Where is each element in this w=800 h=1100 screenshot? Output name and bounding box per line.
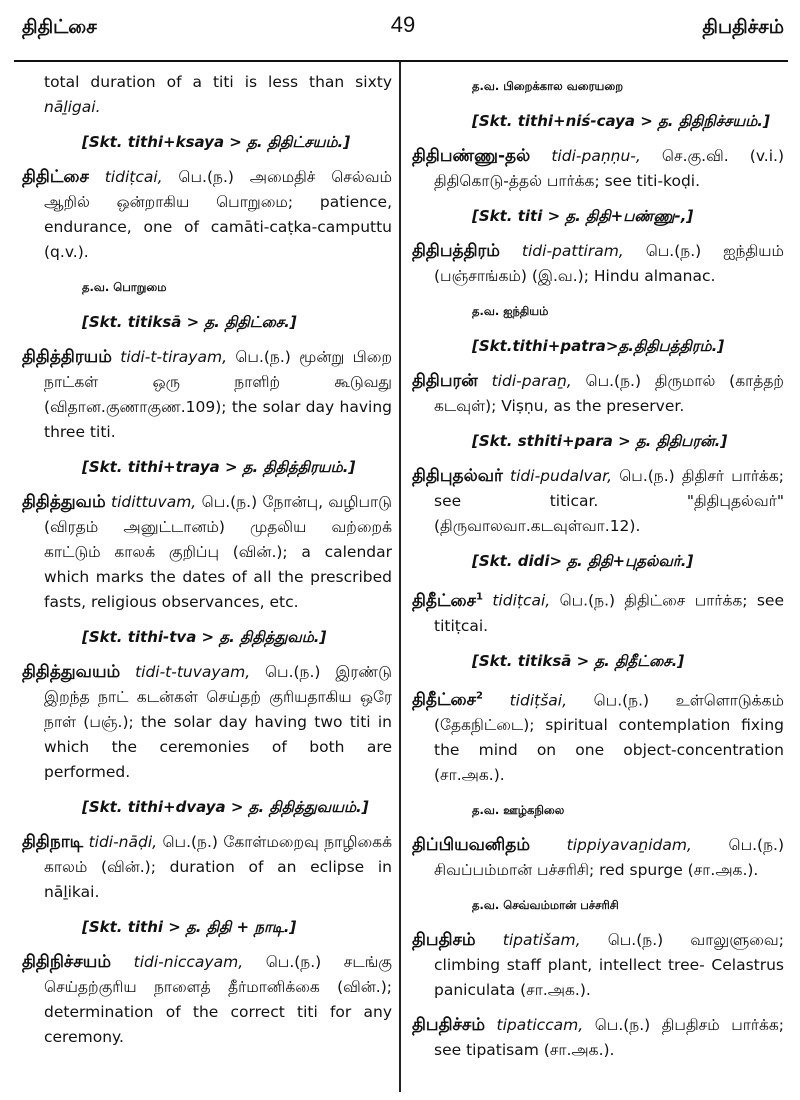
tamil-equivalent-tag: த.வ. ஊழ்கநிலை — [472, 803, 565, 818]
entry-headword: திதிபரன் — [412, 371, 478, 391]
entry-transliteration: tidiṭcai, — [104, 168, 163, 186]
entry-body: பெ.(ந.) திதிட்சை பார்க்க; see titiṭcai. — [434, 591, 784, 635]
entry-headword: திபதிசம் — [412, 930, 476, 951]
dictionary-entry — [22, 950, 392, 1050]
entry-transliteration: tidittuvam, — [111, 493, 197, 511]
entry-headword: திதிட்சை — [22, 167, 89, 187]
etymology-note: [Skt. sthiti+para > த. திதிபரன்.] — [472, 432, 728, 450]
entry-transliteration: tipaticcam, — [496, 1016, 584, 1035]
entry-headword: திப்பியவனிதம் — [412, 835, 531, 856]
dictionary-entry — [412, 928, 784, 1003]
etymology-note: [Skt. didi> த. திதி+புதல்வர்.] — [472, 552, 694, 570]
dictionary-entry — [412, 833, 784, 883]
entry-headword: திதிபத்திரம் — [412, 241, 500, 261]
entry-transliteration: tidi-nāḍi, — [88, 833, 158, 851]
page-number: 49 — [390, 12, 416, 37]
dictionary-entry — [412, 239, 784, 289]
entry-body: பெ.(ந.) திருமால் (காத்தற் கடவுள்); Viṣṇu, as the preserver. — [434, 372, 784, 415]
entry-body: பெ.(ந.) மூன்று பிறை நாட்கள் ஒரு நாளிற் கூடுவது (விதான.குணாகுண.109); the solar day having three titi. — [44, 348, 393, 441]
entry-continuation — [22, 70, 392, 120]
entry-body: பெ.(ந.) ஐந்தியம் (பஞ்சாங்கம்) (இ.வ.); Hindu almanac. — [434, 242, 784, 285]
etymology-note: [Skt. tithi+ksaya > த. திதிட்சயம்.] — [82, 133, 351, 151]
dictionary-entry — [412, 464, 784, 539]
etymology-note: [Skt. titiksā > த. திதீட்சை.] — [472, 651, 685, 670]
entry-headword: திதித்துவயம் — [22, 662, 121, 682]
entry-body: பெ.(ந.) அமைதிச் செல்வம் ஆறில் ஒன்றாகிய பொறுமை; patience, endurance, one of camāti-caṭka-camputtu (q.v.). — [44, 168, 393, 261]
entry-body: பெ.(ந.) இரண்டு இறந்த நாட் கடன்கள் செய்தற் குரியதாகிய ஒரே நாள் (பஞ்.); the solar day having two titi in which the ceremonies of both are performed. — [44, 663, 392, 781]
dictionary-entry — [22, 490, 392, 615]
dictionary-entry — [412, 584, 784, 639]
dictionary-entry — [22, 165, 392, 265]
entry-body: பெ.(ந.) நோன்பு, வழிபாடு (விரதம் அனுட்டானம்) முதலிய வற்றைக் காட்டும் காலக் குறிப்பு (வின்.); a calendar which marks the dates of all the prescribed fasts, religious observances, etc. — [44, 493, 392, 611]
etymology-note: [Skt. tithi > த. திதி + நாடி.] — [82, 918, 297, 936]
headword-superscript: 1 — [476, 591, 484, 602]
entry-transliteration: tippiyavaṉidam, — [566, 836, 692, 855]
dictionary-entry — [412, 369, 784, 419]
header-right-guideword: திபதிச்சம் — [702, 16, 784, 38]
entry-body: total duration of a titi is less than sixty — [44, 73, 392, 91]
tamil-equivalent-tag: த.வ. ஐந்தியம் — [472, 304, 549, 318]
entry-transliteration: tidiṭcai, — [492, 591, 551, 610]
entry-transliteration: tidi-t-tirayam, — [120, 348, 227, 366]
page-header — [22, 8, 784, 50]
entry-headword: திதிநாடி — [22, 832, 84, 852]
entry-body: செ.கு.வி. (v.i.) திதிகொடு-த்தல் பார்க்க; see titi-koḍi. — [434, 147, 784, 190]
dictionary-entry — [22, 345, 392, 445]
etymology-note: [Skt. tithi+dvaya > த. திதித்துவயம்.] — [82, 798, 369, 816]
tamil-equivalent-tag: த.வ. பொறுமை — [82, 280, 167, 294]
etymology-note: [Skt. tithi+niś-caya > த. திதிநிச்சயம்.] — [472, 112, 770, 130]
entry-headword: திதித்திரயம் — [22, 347, 112, 367]
entry-body: பெ.(ந.) கோள்மறைவு நாழிகைக் காலம் (வின்.); duration of an eclipse in nāḻikai. — [44, 833, 393, 901]
entry-headword: திதீட்சை$^2$ — [412, 690, 484, 711]
tamil-equivalent-tag: த.வ. செவ்வம்மான் பச்சரிசி — [472, 898, 619, 913]
etymology-note: [Skt. tithi+traya > த. திதித்திரயம்.] — [82, 458, 356, 476]
entry-body: பெ.(ந.) திதிசர் பார்க்க; see titicar. "திதிபுதல்வர்" (திருவாலவா.கடவுள்வா.12). — [434, 467, 784, 535]
headword-superscript: 2 — [476, 690, 484, 702]
entry-headword: திதித்துவம் — [22, 492, 106, 512]
entry-transliteration: tipatišam, — [502, 931, 581, 950]
entry-headword: திதிபண்ணு-தல் — [412, 146, 531, 166]
header-left-guideword: திதிட்சை — [22, 16, 97, 38]
etymology-note: [Skt. titi > த. திதி+பண்ணு-,] — [472, 207, 694, 225]
tamil-equivalent-tag: த.வ. பிறைக்கால வரையறை — [472, 79, 624, 93]
etymology-note: [Skt. titiksā > த. திதிட்சை.] — [82, 313, 297, 331]
entry-transliteration: tidi-pudalvar, — [510, 467, 613, 485]
entry-transliteration: tidi-paṇṇu-, — [551, 147, 641, 165]
entry-transliteration: nāḻigai. — [44, 98, 101, 116]
entry-headword: திபதிச்சம் — [412, 1015, 486, 1036]
entry-transliteration: tidi-pattiram, — [521, 242, 624, 260]
left-column — [22, 70, 392, 1060]
dictionary-entry — [22, 830, 392, 905]
entry-transliteration: tidi-paraṉ, — [491, 372, 572, 390]
entry-body: பெ.(ந.) வாலுளுவை; climbing staff plant, intellect tree- Celastrus paniculata (சா.அக.). — [434, 931, 784, 1000]
entry-headword: திதீட்சை$^1$ — [412, 590, 484, 611]
entry-body: பெ.(ந.) சிவப்பம்மான் பச்சரிசி; red spurge (சா.அக.). — [434, 836, 784, 880]
entry-transliteration: tidiṭšai, — [509, 691, 568, 710]
right-column — [412, 70, 784, 1073]
entry-transliteration: tidi-niccayam, — [133, 953, 244, 971]
entry-body: பெ.(ந.) திபதிசம் பார்க்க; see tipatisam (சா.அக.). — [434, 1016, 784, 1060]
entry-body: பெ.(ந.) உள்ளொடுக்கம் (தேகநிட்டை); spiritual contemplation fixing the mind on one object-concentration (சா.அக.). — [434, 691, 784, 785]
etymology-note: [Skt.tithi+patra>த.திதிபத்திரம்.] — [472, 337, 725, 355]
entry-headword: திதிபுதல்வர் — [412, 466, 503, 486]
dictionary-entry — [22, 660, 392, 785]
dictionary-entry — [412, 144, 784, 194]
entry-body: பெ.(ந.) சடங்கு செய்தற்குரிய நாளைத் தீர்மானிக்கை (வின்.); determination of the correct titi for any ceremony. — [44, 953, 392, 1046]
dictionary-entry — [412, 684, 784, 789]
column-divider — [399, 62, 401, 1092]
entry-headword: திதிநிச்சயம் — [22, 952, 112, 972]
entry-transliteration: tidi-t-tuvayam, — [135, 663, 251, 681]
header-rule — [14, 60, 788, 62]
etymology-note: [Skt. tithi-tva > த. திதித்துவம்.] — [82, 628, 327, 646]
dictionary-entry — [412, 1013, 784, 1063]
